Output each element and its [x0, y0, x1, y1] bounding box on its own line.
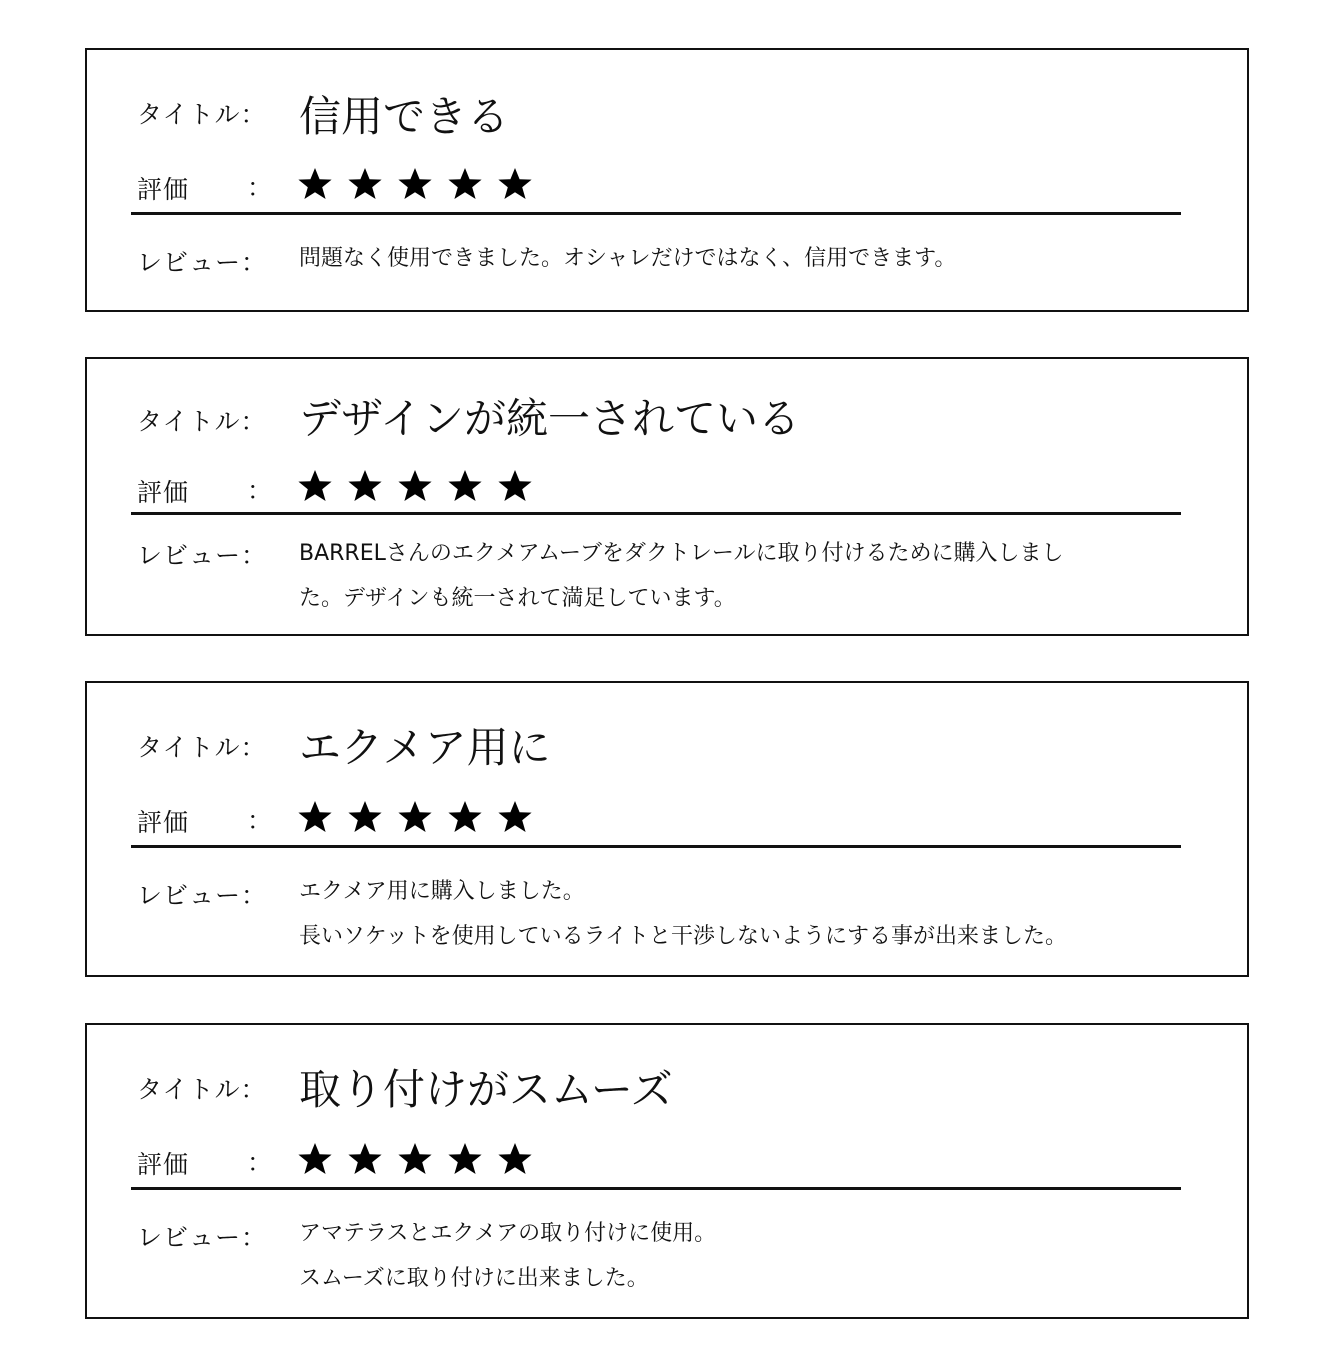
star-icon	[447, 166, 483, 202]
review-line: 問題なく使用できました。オシャレだけではなく、信用できます。	[299, 246, 957, 271]
star-icon	[297, 1141, 333, 1177]
star-icon	[497, 166, 533, 202]
star-icon	[297, 468, 333, 504]
review-label: レビュー：	[137, 881, 268, 910]
rating-colon: ：	[247, 806, 273, 835]
title-label: タイトル：	[137, 1075, 267, 1104]
star-icon	[497, 799, 533, 835]
star-icon	[397, 1141, 433, 1177]
review-line: 長いソケットを使用しているライトと干渉しないようにする事が出来ました。	[299, 924, 1068, 949]
star-icon	[497, 1141, 533, 1177]
divider	[131, 212, 1181, 215]
review-body	[299, 1211, 1169, 1301]
rating-stars	[297, 468, 533, 504]
rating-label: 評価	[137, 808, 190, 837]
divider	[131, 512, 1181, 515]
star-icon	[447, 1141, 483, 1177]
review-body	[299, 531, 1169, 621]
star-icon	[347, 799, 383, 835]
star-icon	[347, 468, 383, 504]
review-title: 信用できる	[299, 92, 510, 141]
review-body	[299, 236, 1169, 281]
star-icon	[297, 166, 333, 202]
rating-stars	[297, 166, 533, 202]
review-card	[85, 681, 1249, 977]
star-icon	[347, 1141, 383, 1177]
review-line: アマテラスとエクメアの取り付けに使用。	[299, 1221, 717, 1246]
review-title: 取り付けがスムーズ	[299, 1065, 673, 1114]
rating-label: 評価	[137, 175, 190, 204]
title-label: タイトル：	[137, 733, 267, 762]
review-line: エクメア用に購入しました。	[299, 879, 585, 904]
star-icon	[397, 468, 433, 504]
rating-colon: ：	[247, 476, 273, 505]
divider	[131, 845, 1181, 848]
review-label: レビュー：	[137, 1223, 268, 1252]
star-icon	[447, 468, 483, 504]
rating-colon: ：	[247, 1148, 273, 1177]
rating-label: 評価	[137, 1150, 190, 1179]
star-icon	[397, 799, 433, 835]
divider	[131, 1187, 1181, 1190]
review-card	[85, 48, 1249, 312]
rating-colon: ：	[247, 173, 273, 202]
review-label: レビュー：	[137, 541, 268, 570]
rating-stars	[297, 1141, 533, 1177]
star-icon	[297, 799, 333, 835]
review-line: スムーズに取り付けに出来ました。	[299, 1266, 649, 1291]
review-body	[299, 869, 1169, 959]
review-card	[85, 1023, 1249, 1319]
review-card	[85, 357, 1249, 636]
star-icon	[347, 166, 383, 202]
title-label: タイトル：	[137, 407, 267, 436]
review-label: レビュー：	[137, 248, 268, 277]
review-title: エクメア用に	[299, 723, 551, 772]
star-icon	[497, 468, 533, 504]
review-title: デザインが統一されている	[299, 394, 801, 443]
rating-label: 評価	[137, 478, 190, 507]
review-line: た。デザインも統一されて満足しています。	[299, 586, 736, 611]
star-icon	[447, 799, 483, 835]
rating-stars	[297, 799, 533, 835]
title-label: タイトル：	[137, 100, 267, 129]
review-line: BARRELさんのエクメアムーブをダクトレールに取り付けるために購入しまし	[299, 541, 1064, 566]
star-icon	[397, 166, 433, 202]
